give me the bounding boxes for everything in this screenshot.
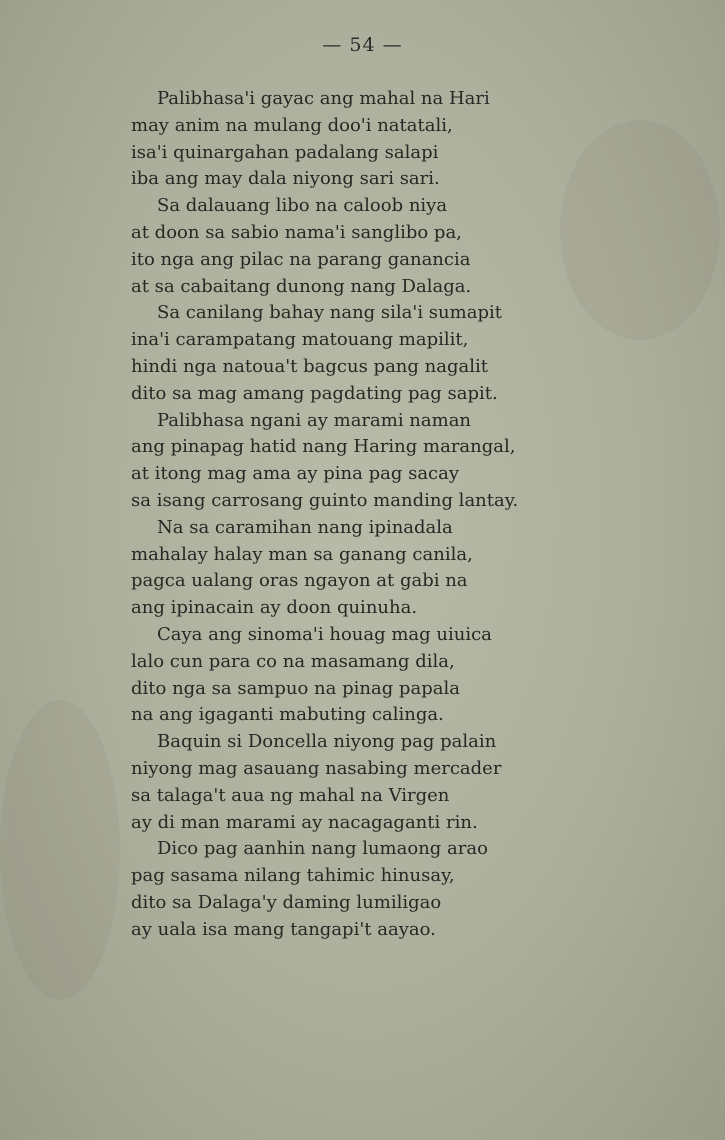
poem-line: hindi nga natoua't bagcus pang nagalit <box>131 355 488 377</box>
poem-line: ang pinapag hatid nang Haring marangal, <box>131 436 516 458</box>
poem-line: sa talaga't aua ng mahal na Virgen <box>131 784 450 806</box>
stanza <box>131 300 611 407</box>
poem-line: ay uala isa mang tangapi't aayao. <box>131 918 436 940</box>
poem-line: Caya ang sinoma'i houag mag uiuica <box>157 623 492 645</box>
stanza <box>131 836 611 943</box>
poem-line: pagca ualang oras ngayon at gabi na <box>131 570 468 592</box>
stanza <box>131 193 611 300</box>
poem-line: Sa canilang bahay nang sila'i sumapit <box>157 302 502 324</box>
poem-line: at itong mag ama ay pina pag sacay <box>131 463 460 485</box>
poem-line: ang ipinacain ay doon quinuha. <box>131 597 418 619</box>
poem-line: ina'i carampatang matouang mapilit, <box>131 329 469 351</box>
poem-line: lalo cun para co na masamang dila, <box>131 650 455 672</box>
paper-stain <box>0 700 120 1000</box>
poem-line: Baquin si Doncella niyong pag palain <box>157 731 497 753</box>
poem-line: at doon sa sabio nama'i sanglibo pa, <box>131 221 462 243</box>
poem-line: Na sa caramihan nang ipinadala <box>157 516 453 538</box>
poem-line: at sa cabaitang dunong nang Dalaga. <box>131 275 472 297</box>
stanza <box>131 622 611 729</box>
poem-line: niyong mag asauang nasabing mercader <box>131 757 502 779</box>
poem-line: Sa dalauang libo na caloob niya <box>157 195 448 217</box>
poem-line: ito nga ang pilac na parang ganancia <box>131 248 471 270</box>
stanza <box>131 86 611 193</box>
poem-line: Palibhasa'i gayac ang mahal na Hari <box>157 88 490 109</box>
poem-line: dito sa mag amang pagdating pag sapit. <box>131 382 498 404</box>
poem-line: isa'i quinargahan padalang salapi <box>131 141 439 163</box>
poem-line: may anim na mulang doo'i natatali, <box>131 114 453 136</box>
poem-line: na ang igaganti mabuting calinga. <box>131 704 444 726</box>
stanza <box>131 408 611 515</box>
poem-line: sa isang carrosang guinto manding lantay. <box>131 489 519 511</box>
poem-text <box>131 86 611 944</box>
poem-line: Dico pag aanhin nang lumaong arao <box>157 838 488 860</box>
poem-line: mahalay halay man sa ganang canila, <box>131 543 473 565</box>
stanza <box>131 515 611 622</box>
poem-line: dito nga sa sampuo na pinag papala <box>131 677 460 699</box>
poem-line: pag sasama nilang tahimic hinusay, <box>131 865 455 887</box>
poem-line: iba ang may dala niyong sari sari. <box>131 168 440 190</box>
page-number: — 54 — <box>322 34 403 56</box>
stanza <box>131 729 611 836</box>
poem-line: dito sa Dalaga'y daming lumiligao <box>131 891 442 913</box>
poem-line: Palibhasa ngani ay marami naman <box>157 409 472 431</box>
poem-line: ay di man marami ay nacagaganti rin. <box>131 811 478 833</box>
